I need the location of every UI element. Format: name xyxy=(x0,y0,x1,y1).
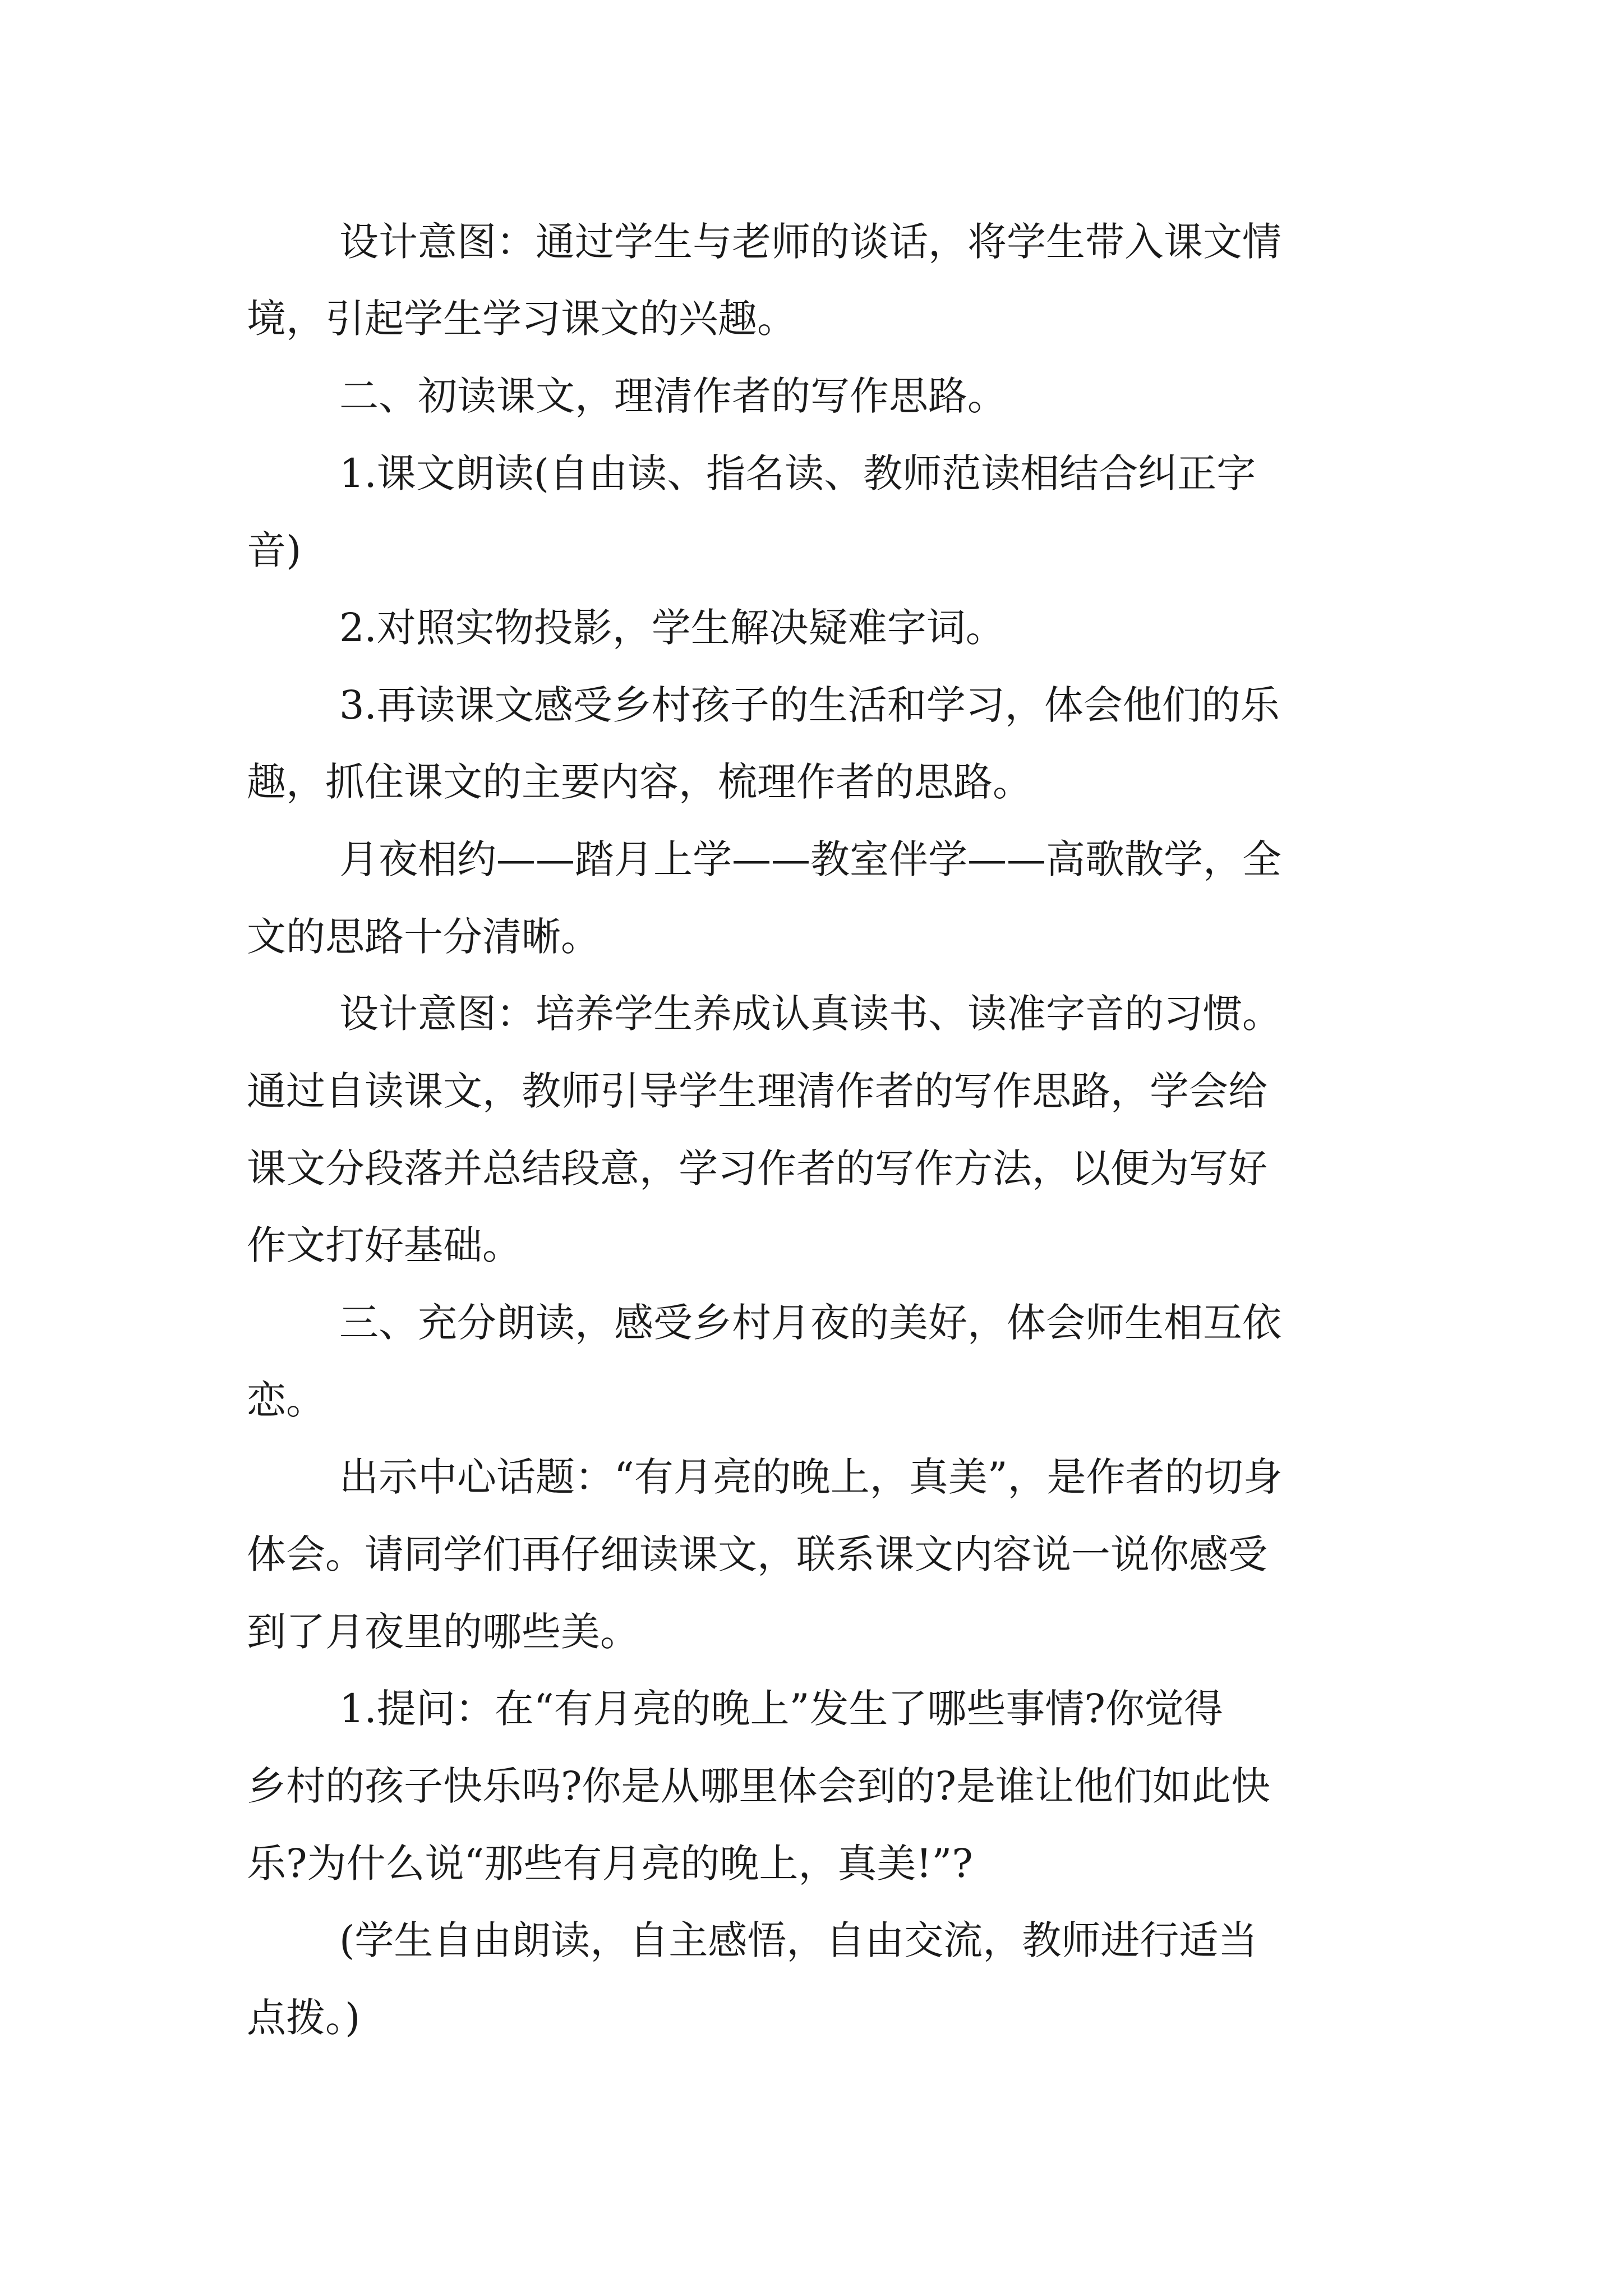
text-line: 3.再读课文感受乡村孩子的生活和学习，体会他们的乐 xyxy=(339,682,1280,728)
text-line: 到了月夜里的哪些美。 xyxy=(247,1609,639,1655)
text-line: 恋。 xyxy=(247,1377,325,1423)
text-line: 境，引起学生学习课文的兴趣。 xyxy=(247,296,796,342)
text-line: 出示中心话题：“有月亮的晚上，真美”，是作者的切身 xyxy=(339,1454,1283,1500)
text-line: 乐?为什么说“那些有月亮的晚上，真美!”? xyxy=(247,1841,973,1887)
text-line: 三、充分朗读，感受乡村月夜的美好，体会师生相互依 xyxy=(339,1300,1281,1346)
text-line: 点拨。) xyxy=(247,1995,361,2041)
text-line: 1.提问：在“有月亮的晚上”发生了哪些事情?你觉得 xyxy=(339,1686,1223,1732)
text-line: 趣，抓住课文的主要内容，梳理作者的思路。 xyxy=(247,759,1032,805)
text-line: 体会。请同学们再仔细读课文，联系课文内容说一说你感受 xyxy=(247,1531,1267,1577)
text-line: 设计意图：通过学生与老师的谈话，将学生带入课文情 xyxy=(339,219,1281,265)
text-line: 作文打好基础。 xyxy=(247,1222,522,1268)
text-line: 课文分段落并总结段意，学习作者的写作方法，以便为写好 xyxy=(247,1145,1267,1191)
text-line: 通过自读课文，教师引导学生理清作者的写作思路，学会给 xyxy=(247,1068,1267,1114)
text-line: 2.对照实物投影，学生解决疑难字词。 xyxy=(339,605,1005,651)
text-line: 设计意图：培养学生养成认真读书、读准字音的习惯。 xyxy=(339,991,1281,1037)
text-line: 音) xyxy=(247,527,302,573)
text-line: 1.课文朗读(自由读、指名读、教师范读相结合纠正字 xyxy=(339,450,1256,496)
text-line: 文的思路十分清晰。 xyxy=(247,914,600,960)
text-line: 月夜相约——踏月上学——教室伴学——高歌散学，全 xyxy=(339,836,1281,882)
text-line: (学生自由朗读，自主感悟，自由交流，教师进行适当 xyxy=(339,1917,1258,1963)
text-line: 乡村的孩子快乐吗?你是从哪里体会到的?是谁让他们如此快 xyxy=(247,1763,1271,1809)
text-line: 二、初读课文，理清作者的写作思路。 xyxy=(339,373,1007,419)
